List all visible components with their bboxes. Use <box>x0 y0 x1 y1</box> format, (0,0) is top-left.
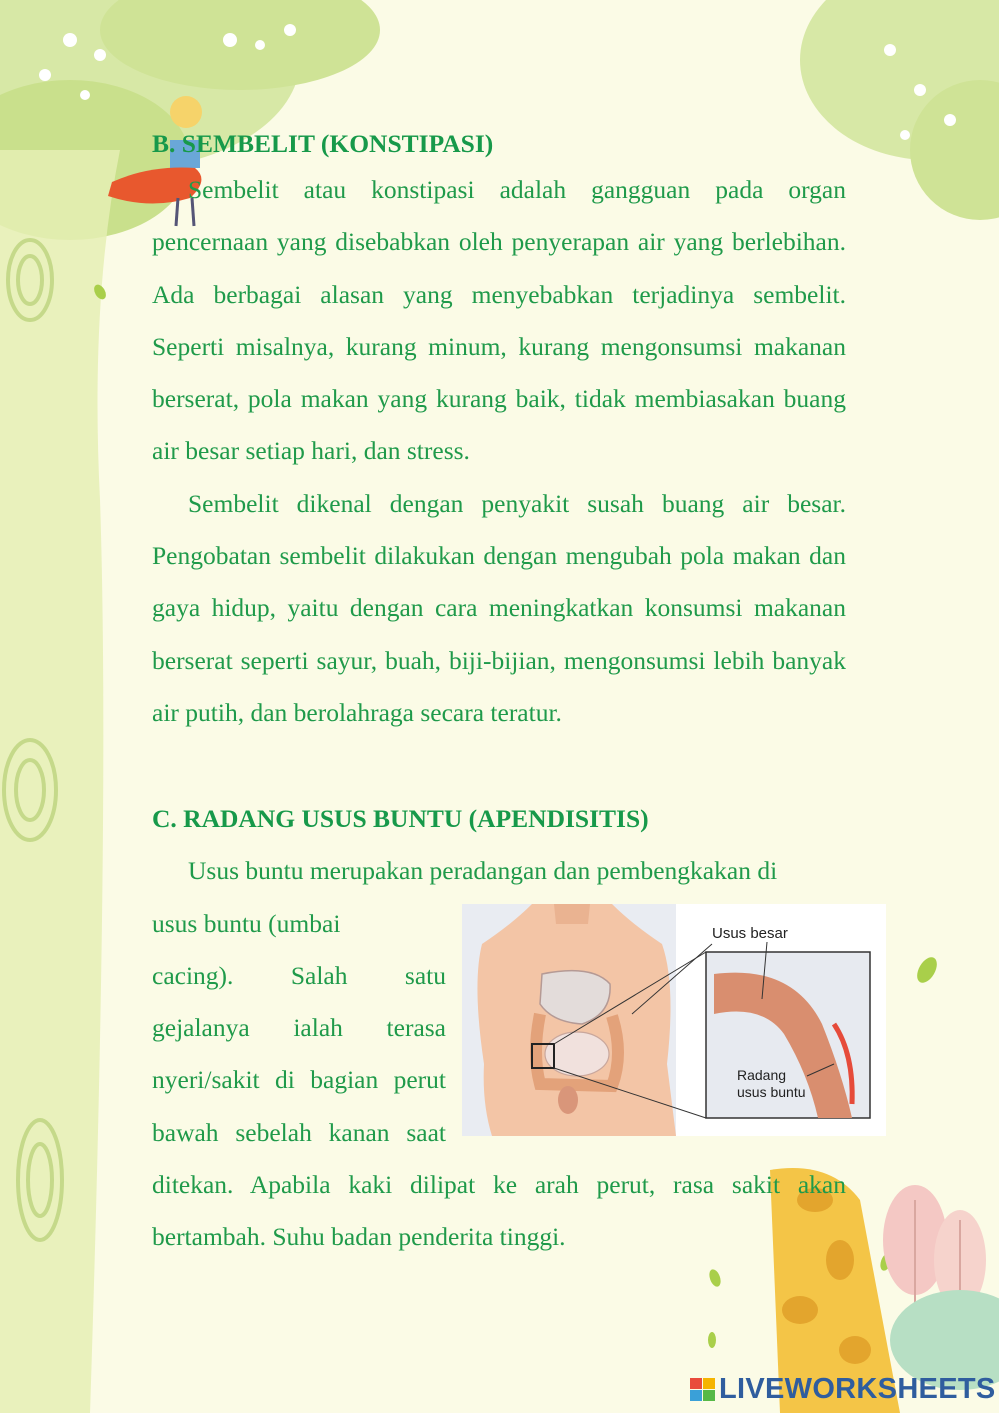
worksheet-content <box>152 124 846 1264</box>
anatomy-diagram <box>462 904 886 1136</box>
paragraph-usus-buntu-closing: ditekan. Apabila kaki dilipat ke arah perut, rasa sakit akan bertambah. Suhu badan penderita tinggi. <box>152 1170 846 1252</box>
liveworksheets-logo <box>690 1372 996 1406</box>
bladder <box>558 1086 578 1114</box>
text-with-figure <box>152 898 846 1159</box>
paragraph-sembelit-definition: Sembelit atau konstipasi adalah gangguan pada organ pencernaan yang disebabkan oleh penyerapan air yang berlebihan. Ada berbagai alasan yang menyebabkan terjadinya sembelit. Seperti misalnya, kurang minum, kurang mengonsumsi makanan berserat, pola makan yang kurang baik, tidak membiasakan buang air besar setiap hari, dan stress. <box>152 175 846 466</box>
paragraph-usus-buntu-line1: Usus buntu merupakan peradangan dan pembengkakan di <box>188 856 778 886</box>
wrapped-line: nyeri/sakit di bagian perut <box>152 1065 446 1095</box>
wrapped-line: usus buntu (umbai <box>152 908 341 938</box>
section-heading-radang-usus-buntu: C. RADANG USUS BUNTU (APENDISITIS) <box>152 804 649 834</box>
section-spacer <box>152 739 846 793</box>
label-usus-besar: Usus besar <box>712 924 788 942</box>
wrapped-text-column <box>152 898 446 1159</box>
paragraph-sembelit-treatment: Sembelit dikenal dengan penyakit susah buang air besar. Pengobatan sembelit dilakukan dengan mengubah pola makan dan gaya hidup, yaitu dengan cara meningkatkan konsumsi makanan berserat seperti sayur, buah, biji-bijian, mengonsumsi lebih banyak air putih, dan berolahraga secara teratur. <box>152 488 846 727</box>
wrapped-line: gejalanya ialah terasa <box>152 1013 446 1043</box>
logo-text: LIVEWORKSHEETS <box>719 1372 996 1405</box>
appendicitis-anatomy-figure <box>462 904 886 1136</box>
wrapped-line: cacing). Salah satu <box>152 960 446 990</box>
section-heading-sembelit: B. SEMBELIT (KONSTIPASI) <box>152 129 494 158</box>
label-radang: Radang <box>737 1066 787 1083</box>
label-usus-buntu: usus buntu <box>737 1083 806 1100</box>
neck <box>554 904 590 924</box>
wrapped-line: bawah sebelah kanan saat <box>152 1117 446 1147</box>
logo-blocks-icon <box>690 1378 715 1401</box>
